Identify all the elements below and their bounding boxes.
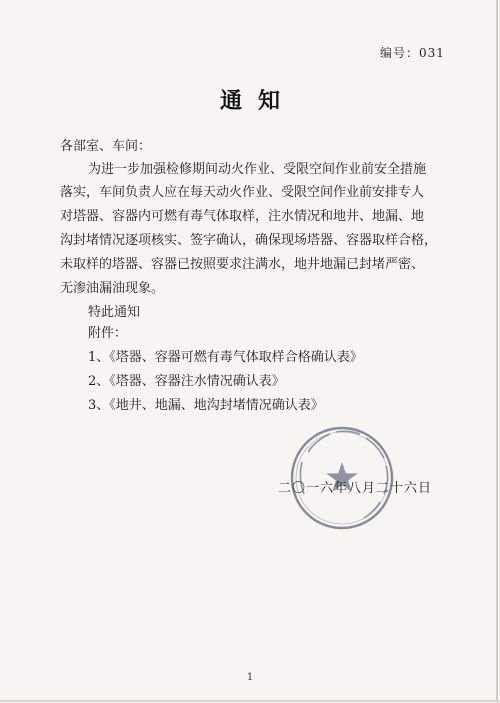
page-number: 1 — [246, 672, 254, 683]
body-line: 落实，车间负责人应在每天动火作业、受限空间作业前安排专人 — [60, 185, 425, 200]
body-line: 未取样的塔器、容器已按照要求注满水，地井地漏已封堵严密、 — [60, 257, 425, 272]
attachment-item: 2、《塔器、容器注水情况确认表》 — [88, 374, 285, 389]
document-number: 编号：031 — [380, 46, 445, 60]
body-line: 无渗油漏油现象。 — [60, 281, 165, 296]
attachments-label: 附件： — [88, 326, 128, 341]
recipients-line: 各部室、车间： — [60, 139, 152, 154]
body-line: 为进一步加强检修期间动火作业、受限空间作业前安全措施 — [88, 162, 427, 177]
closing-phrase: 特此通知 — [88, 305, 141, 320]
attachment-item: 3、《地井、地漏、地沟封堵情况确认表》 — [88, 398, 324, 413]
attachment-item: 1、《塔器、容器可燃有毒气体取样合格确认表》 — [88, 350, 363, 365]
body-line: 对塔器、容器内可燃有毒气体取样，注水情况和地井、地漏、地 — [60, 209, 425, 224]
document-title: 通知 — [219, 88, 296, 114]
body-line: 沟封堵情况逐项核实、签字确认，确保现场塔器、容器取样合格， — [60, 233, 438, 248]
issue-date: 二〇一六年八月二十六日 — [278, 481, 433, 496]
